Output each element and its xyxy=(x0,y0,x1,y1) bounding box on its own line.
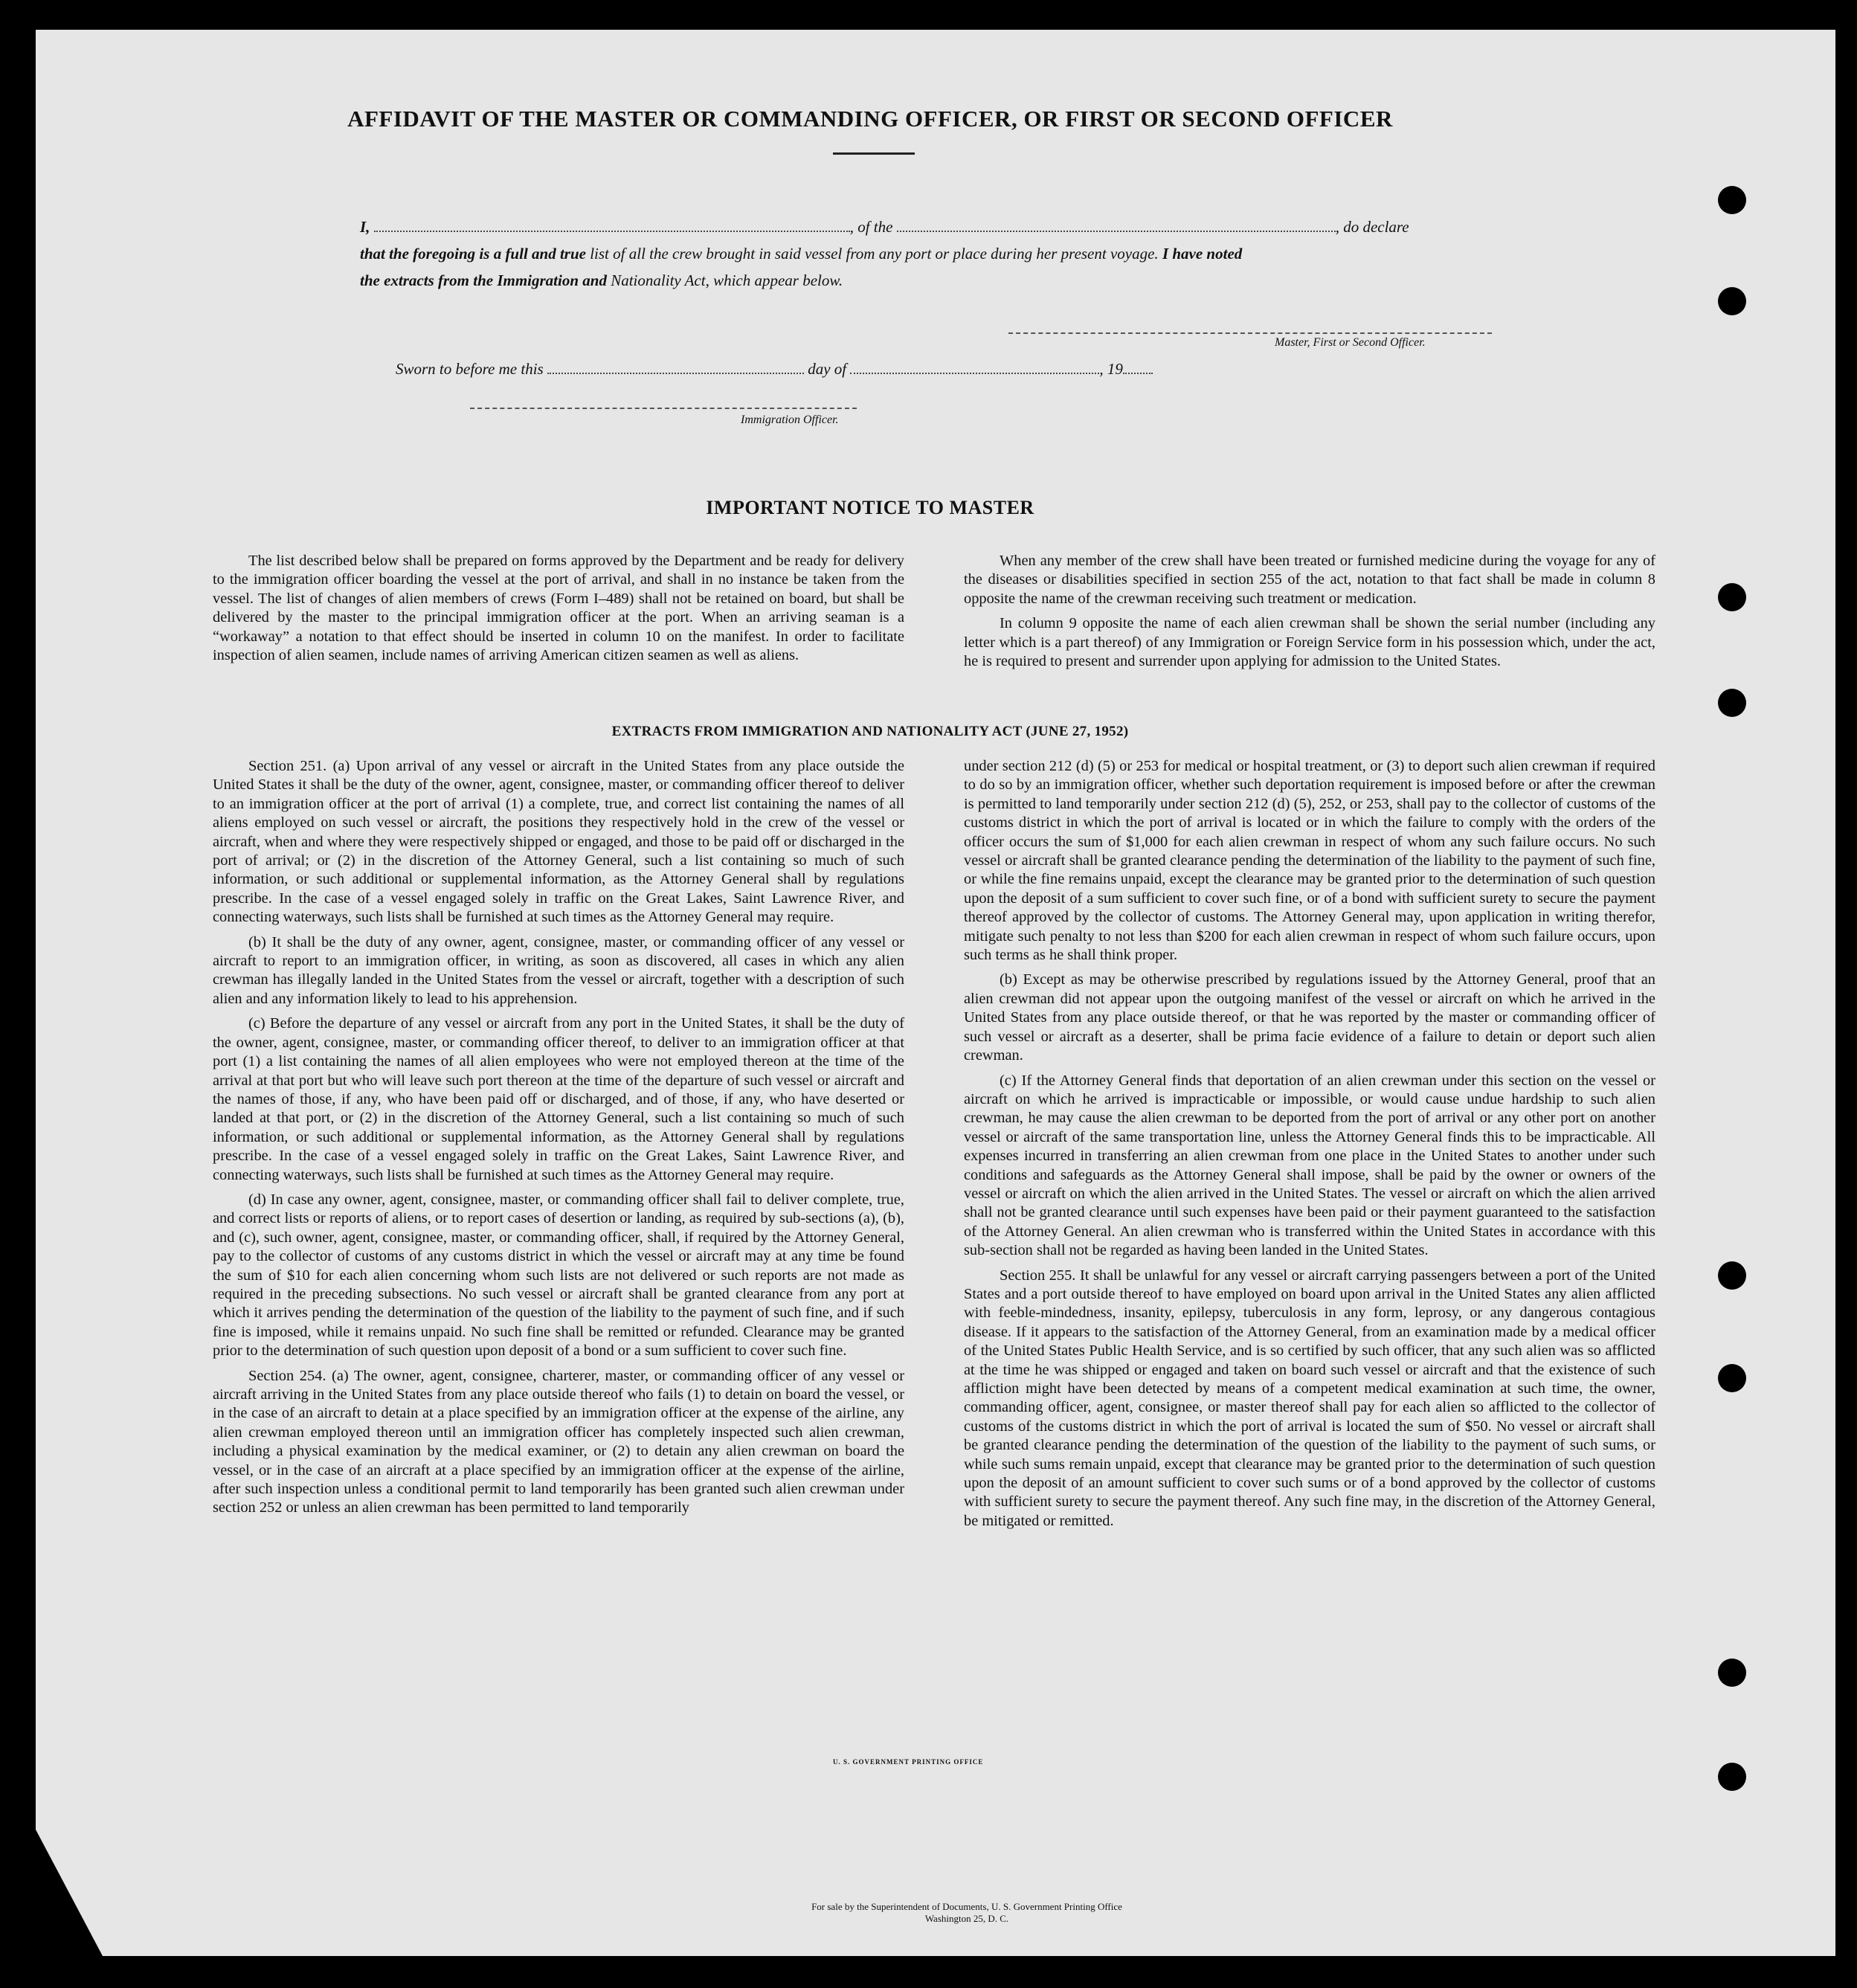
declaration-and: and xyxy=(582,271,607,289)
extract-paragraph: (b) It shall be the duty of any owner, agent, consignee, master, or commanding officer of any vessel or aircraft to report to an immigration officer, in writing, as soon as discovered, all cases in which any alien crewman has illegally landed in the United States from the vessel or aircraft, together with a description of such alien and any information likely to lead to his apprehension. xyxy=(213,933,904,1007)
declaration-bold-text: that the foregoing is a full and true xyxy=(360,245,586,263)
notice-right-column xyxy=(964,552,1655,677)
punch-hole-icon xyxy=(1718,1659,1746,1687)
extracts-title: EXTRACTS FROM IMMIGRATION AND NATIONALITY ACT (JUNE 27, 1952) xyxy=(611,724,1129,739)
notice-left-column xyxy=(213,552,904,671)
sworn-line xyxy=(396,360,1153,379)
master-signature-label: Master, First or Second Officer. xyxy=(1275,336,1426,349)
declaration-line-1 xyxy=(360,213,1505,240)
sale-line-1: For sale by the Superintendent of Documents, U. S. Government Printing Office xyxy=(811,1901,1122,1912)
punch-hole-icon xyxy=(1718,1364,1746,1392)
declaration-act: Nationality Act, which appear below. xyxy=(606,271,843,289)
declaration-i: I, xyxy=(360,218,370,236)
sworn-day-field[interactable] xyxy=(547,362,804,374)
punch-hole-icon xyxy=(1718,186,1746,214)
notice-paragraph: The list described below shall be prepared on forms approved by the Department and be ready for delivery to the immigration officer boarding the vessel at the port of arrival, and shall in no instance be taken from the vessel. The list of changes of alien members of crews (Form I–489) shall not be retained on board, but shall be delivered by the master to the principal immigration officer at the port. When an arriving seaman is a “workaway” a notation to that effect should be inserted in column 10 on the manifest. In order to facilitate inspection of alien seamen, include names of arriving American citizen seamen as well as aliens. xyxy=(213,553,904,664)
declaration-i-have: I have noted xyxy=(1158,245,1243,263)
extract-paragraph: (d) In case any owner, agent, consignee, master, or commanding officer shall fail to deliver complete, true, and correct lists or reports of aliens, or to report cases of desertion or landing, as required by sub-sections (a), (b), and (c), such owner, agent, consignee, master, or commanding officer, shall, if required by the Attorney General, pay to the collector of customs of any customs district in which the vessel or aircraft may at any time be found the sum of $10 for each alien concerning whom such lists are not delivered or such reports are not made as required in the preceding subsections. No such vessel or aircraft shall be granted clearance from any port at which it arrives pending the determination of the question of the liability to the payment of such fine, and if such fine is imposed, while it remains unpaid. No such fine shall be remitted or refunded. Clearance may be granted prior to the determination of such question upon deposit of a bond or a sum sufficient to cover such fine. xyxy=(213,1191,904,1360)
declaration-line-2 xyxy=(360,240,1505,267)
day-of-label: day of xyxy=(808,360,847,378)
notice-paragraph: When any member of the crew shall have been treated or furnished medicine during the voyage for any of the diseases or disabilities specified in section 255 of the act, notation to that fact shall be made in column 8 opposite the name of the crewman receiving such treatment or medication. xyxy=(964,553,1655,607)
sale-notice xyxy=(521,1901,1413,1925)
torn-corner xyxy=(36,1830,103,1956)
extract-paragraph: under section 212 (d) (5) or 253 for medical or hospital treatment, or (3) to deport such alien crewman if required to do so by an immigration officer, whether such deportation requirement is imposed before or after the crewman is permitted to land temporarily under section 212 (d) (5), 252, or 253, shall pay to the collector of customs of the customs district in which the port of arrival is located or in which the failure to comply with the orders of the officer occurs the sum of $1,000 for each alien crewman in respect of whom any such failure occurs. No such vessel or aircraft shall be granted clearance pending the determination of the liability to the payment of such fine, or while the fine remains unpaid, except the clearance may be granted prior to the determination of such question upon the deposit of a sum sufficient to cover such fine, or of a bond with sufficient surety to secure the payment thereof approved by the collector of customs. The Attorney General may, upon application in writing therefor, mitigate such penalty to not less than $200 for each alien crewman in respect of whom such failure occurs, upon such terms as he shall think proper. xyxy=(964,758,1655,964)
punch-hole-icon xyxy=(1718,1763,1746,1791)
sale-line-2: Washington 25, D. C. xyxy=(924,1913,1009,1924)
punch-hole-icon xyxy=(1718,1261,1746,1290)
extract-paragraph: (c) Before the departure of any vessel or aircraft from any port in the United States, it shall be the duty of the owner, agent, consignee, master, or commanding officer thereof, to deliver to an immigration officer at that port (1) a list containing the names of all alien employees who were not employed thereon at the time of the arrival at that port but who will leave such port thereon at the time of the departure of such vessel or aircraft and the names of those, if any, who have been paid off or discharged, and of those, if any, who have deserted or landed at that port, or (2) in the discretion of the Attorney General, such a list containing so much of such information, or such additional or supplemental information, as the Attorney General shall by regulations prescribe. In the case of a vessel engaged solely in traffic on the Great Lakes, Saint Lawrence River, and connecting waterways, such lists shall be furnished at such times as the Attorney General may require. xyxy=(213,1015,904,1183)
extracts-right-column xyxy=(964,757,1655,1537)
year-label: , 19 xyxy=(1099,360,1123,378)
extract-paragraph: (c) If the Attorney General finds that deportation of an alien crewman under this section on the vessel or aircraft on which he arrived is impracticable or impossible, or would cause undue hardship to such alien crewman, he may cause the alien crewman to be deported from the port of arrival or any other port on another vessel or aircraft of the same transportation line, unless the Attorney General finds this to be impracticable. All expenses incurred in transferring an alien crewman from one place in the United States to another under such conditions and safeguards as the Attorney General shall impose, shall be paid by the owner or owners of the vessel or aircraft on which the alien arrived in the United States. The vessel or aircraft on which the alien arrived shall not be granted clearance until such expenses have been paid or their payment guaranteed to the satisfaction of the Attorney General. An alien crewman who is transferred within the United States in accordance with this sub-section shall not be regarded as having been landed in the United States. xyxy=(964,1072,1655,1259)
gpo-imprint: U. S. GOVERNMENT PRINTING OFFICE xyxy=(833,1758,984,1766)
sworn-year-field[interactable] xyxy=(1123,362,1153,374)
title-rule xyxy=(833,152,915,155)
extract-paragraph: Section 254. (a) The owner, agent, consignee, charterer, master, or commanding officer of any vessel or aircraft arriving in the United States from any place outside thereof who fails (1) to detain on board the vessel, or in the case of an aircraft to detain at a place specified by an immigration officer at the expense of the airline, any alien crewman employed thereon until an immigration officer has completely inspected such alien crewman, including a physical examination by the medical examiner, or (2) to detain any alien crewman on board the vessel, or in the case of an aircraft at a place specified by an immigration officer at the expense of the airline, after such inspection unless a conditional permit to land temporarily has been granted such alien crewman under section 252 or unless an alien crewman has been permitted to land temporarily xyxy=(213,1367,904,1516)
extract-paragraph: Section 251. (a) Upon arrival of any vessel or aircraft in the United States from any place outside the United States it shall be the duty of the owner, agent, consignee, master, or commanding officer thereof to deliver to an immigration officer at the port of arrival (1) a complete, true, and correct list containing the names of all aliens employed on such vessel or aircraft, the positions they respectively hold in the crew of the vessel or aircraft, when and where they were respectively shipped or engaged, and those to be paid off or discharged in the port of arrival; or (2) in the discretion of the Attorney General, such a list containing so much of such information, or such additional or supplemental information, as the Attorney General shall by regulations prescribe. In the case of a vessel engaged solely in traffic on the Great Lakes, Saint Lawrence River, and connecting waterways, such lists shall be furnished at such times as the Attorney General may require. xyxy=(213,758,904,926)
sworn-label: Sworn to before me this xyxy=(396,360,544,378)
declaration-extracts: the extracts from the Immigration xyxy=(360,271,583,289)
punch-hole-icon xyxy=(1718,583,1746,611)
affidavit-title: AFFIDAVIT OF THE MASTER OR COMMANDING OFFICER, OR FIRST OR SECOND OFFICER xyxy=(347,106,1393,132)
name-field[interactable] xyxy=(374,220,850,232)
extract-paragraph: (b) Except as may be otherwise prescribed by regulations issued by the Attorney General, proof that an alien crewman did not appear upon the outgoing manifest of the vessel or aircraft on which he arrived in the United States from any place outside thereof, or that he was reported by the master or commanding officer of such vessel or aircraft as a deserter, shall be prima facie evidence of a failure to detain or deport such alien crewman. xyxy=(964,971,1655,1064)
declaration-text: list of all the crew brought in said vessel from any port or place during her present voyage. xyxy=(585,245,1159,263)
master-signature-line[interactable] xyxy=(1008,332,1492,334)
extracts-left-column xyxy=(213,757,904,1524)
of-the-label: , of the xyxy=(849,218,893,236)
declaration-line-3 xyxy=(360,267,1505,294)
punch-hole-icon xyxy=(1718,689,1746,717)
extract-paragraph: Section 255. It shall be unlawful for any vessel or aircraft carrying passengers between a port of the United States and a port outside thereof to have employed on board upon arrival in the United States any alien afflicted with feeble-mindedness, insanity, epilepsy, tuberculosis in any form, leprosy, or any dangerous contagious disease. If it appears to the satisfaction of the Attorney General, from an examination made by a medical officer of the United States Public Health Service, and is so certified by such officer, that any such alien was so afflicted at the time he was shipped or engaged and taken on board such vessel or aircraft and that the existence of such affliction might have been detected by means of a competent medical examination at such time, the owner, commanding officer, agent, consignee, or master thereof shall pay for each alien so afflicted to the collector of customs of the customs district in which the port of arrival is located the sum of $50. No vessel or aircraft shall be granted clearance pending the determination of the question of the liability to the payment of such sums, or while such sums remain unpaid, except that clearance may be granted prior to the determination of such question upon the deposit of an amount sufficient to cover such sums or of a bond approved by the collector of customs with sufficient surety to secure the payment thereof. Any such fine may, in the discretion of the Attorney General, be mitigated or remitted. xyxy=(964,1267,1655,1529)
notice-paragraph: In column 9 opposite the name of each alien crewman shall be shown the serial number (including any letter which is a part thereof) of any Immigration or Foreign Service form in his possession which, under the act, he is required to present and surrender upon applying for admission to the United States. xyxy=(964,615,1655,670)
vessel-field[interactable] xyxy=(897,220,1336,232)
immigration-officer-signature-line[interactable] xyxy=(470,408,857,409)
punch-hole-icon xyxy=(1718,287,1746,315)
declare-label: , do declare xyxy=(1335,218,1409,236)
immigration-officer-label: Immigration Officer. xyxy=(741,414,839,426)
notice-title: IMPORTANT NOTICE TO MASTER xyxy=(706,497,1034,518)
sworn-month-field[interactable] xyxy=(850,362,1099,374)
